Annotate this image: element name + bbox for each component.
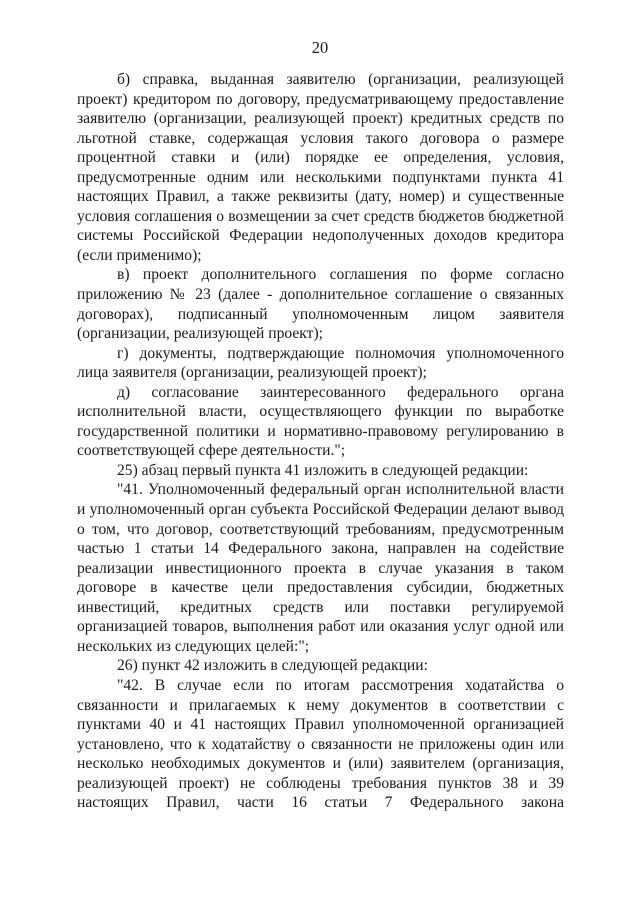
paragraph-v: в) проект дополнительного соглашения по форме согласно приложению № 23 (далее - дополнительное соглашение о связанных договорах), подписанный уполномоченным лицом заявителя (организации, реализующей проект); — [77, 266, 564, 343]
paragraph-d: д) согласование заинтересованного федерального органа исполнительной власти, осуществляющего функции по выработке государственной политики и нормативно-правовому регулированию в соответствующей сфере деятельности."; — [77, 383, 564, 460]
paragraph-item-26: 26) пункт 42 изложить в следующей редакции: — [117, 657, 428, 675]
document-body — [77, 70, 564, 813]
paragraph-item-25: 25) абзац первый пункта 41 изложить в следующей редакции: — [117, 461, 529, 479]
paragraph-clause-41: "41. Уполномоченный федеральный орган исполнительной власти и уполномоченный орган субъекта Российской Федерации делают вывод о том, что договор, соответствующий требованиям, предусмотренным частью 1 статьи 14 Федерального закона, направлен на содействие реализации инвестиционного проекта в случае указания в таком договоре в качестве цели предоставления субсидии, бюджетных инвестиций, кредитных средств или поставки регулируемой организацией товаров, выполнения работ или оказания услуг одной или нескольких из следующих целей:"; — [77, 481, 564, 655]
page-number: 20 — [311, 38, 329, 57]
paragraph-clause-42: "42. В случае если по итогам рассмотрения ходатайства о связанности и прилагаемых к нему документов в соответствии с пунктами 40 и 41 настоящих Правил уполномоченной организацией установлено, что к ходатайству о связанности не приложены один или несколько необходимых документов и (или) заявителем (организация, реализующей проект) не соблюдены требования пунктов 38 и 39 настоящих Правил, части 16 статьи 7 Федерального закона — [77, 676, 564, 812]
paragraph-b: б) справка, выданная заявителю (организации, реализующей проект) кредитором по договору, предусматривающему предоставление заявителю (организации, реализующей проект) кредитных средств по льготной ставке, содержащая условия такого договора о размере процентной ставки и (или) порядке ее определения, условия, предусмотренные одним или несколькими подпунктами пункта 41 настоящих Правил, а также реквизиты (дату, номер) и существенные условия соглашения о возмещении за счет средств бюджетов бюджетной системы Российской Федерации недополученных доходов кредитора (если применимо); — [77, 71, 564, 264]
paragraph-g: г) документы, подтверждающие полномочия уполномоченного лица заявителя (организации, реализующей проект); — [77, 344, 564, 382]
